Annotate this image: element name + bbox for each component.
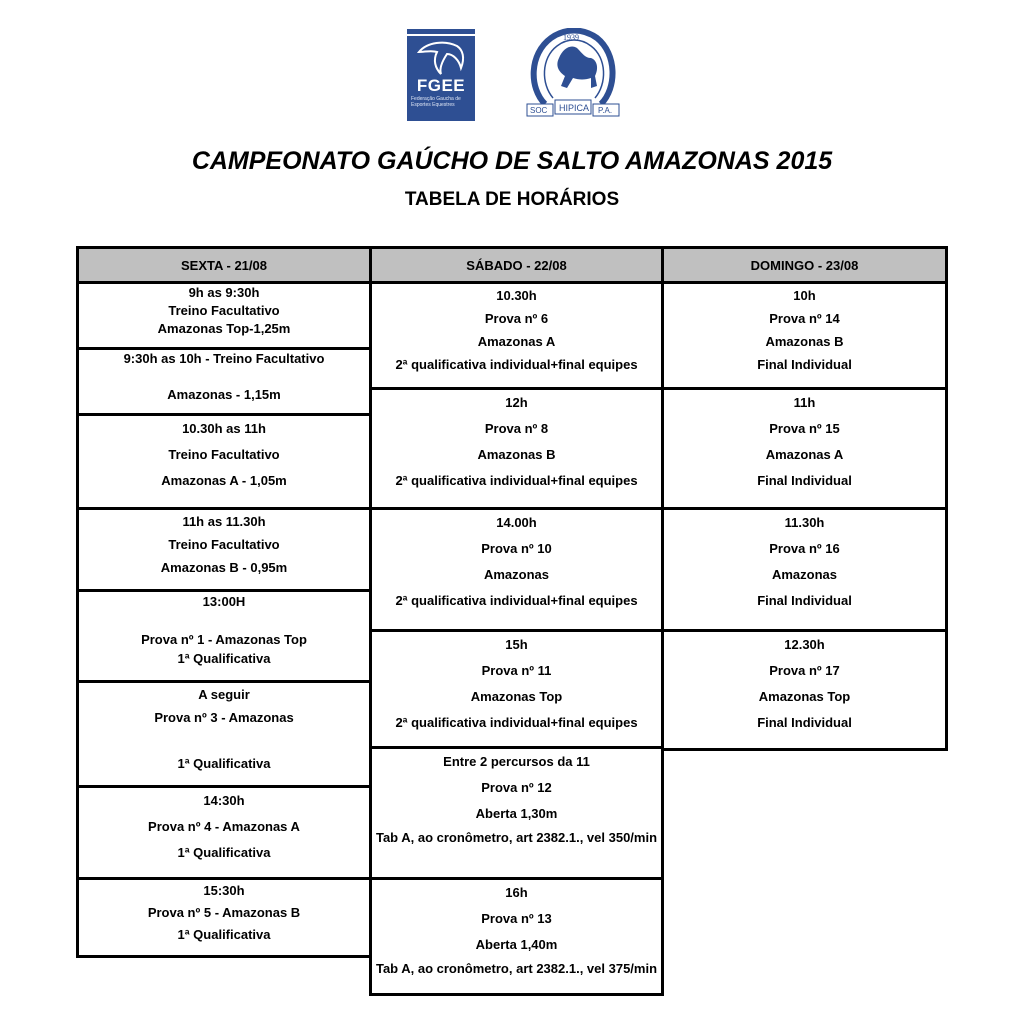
schedule-line: 2ª qualificativa individual+final equipes	[395, 715, 638, 730]
schedule-line: Amazonas B	[477, 447, 556, 462]
schedule-line: 10.30h	[496, 288, 537, 303]
schedule-line: Tab A, ao cronômetro, art 2382.1., vel 350/min	[375, 830, 658, 845]
column-header-domingo: DOMINGO - 23/08	[661, 246, 948, 284]
schedule-line: 12.30h	[784, 637, 825, 652]
schedule-line: 14:30h	[203, 793, 245, 808]
schedule-line: Amazonas Top-1,25m	[157, 321, 291, 336]
schedule-line: Prova nº 17	[769, 663, 840, 678]
schedule-line: Amazonas	[483, 567, 550, 582]
schedule-line: 2ª qualificativa individual+final equipes	[395, 473, 638, 488]
schedule-line: 2ª qualificativa individual+final equipes	[395, 357, 638, 372]
schedule-line: Prova nº 6	[484, 311, 549, 326]
hipica-name: HIPICA	[559, 103, 590, 113]
schedule-line: 1ª Qualificativa	[177, 927, 271, 942]
schedule-cell-sexta	[76, 507, 372, 592]
schedule-line: Prova nº 13	[481, 911, 552, 926]
column-header-sexta: SEXTA - 21/08	[76, 246, 372, 284]
schedule-line: Final Individual	[757, 473, 852, 488]
schedule-line: 1ª Qualificativa	[177, 756, 271, 771]
schedule-line: 15h	[505, 637, 528, 652]
schedule-line: Treino Facultativo	[168, 447, 280, 462]
schedule-line: Aberta 1,40m	[475, 937, 558, 952]
schedule-cell-domingo	[661, 629, 948, 751]
document-subtitle: TABELA DE HORÁRIOS	[404, 189, 620, 210]
schedule-line: Tab A, ao cronômetro, art 2382.1., vel 375/min	[375, 961, 658, 976]
schedule-line: Prova nº 14	[769, 311, 840, 326]
schedule-line: Amazonas A - 1,05m	[161, 473, 287, 488]
schedule-line: 13:00H	[202, 594, 246, 609]
schedule-line: Prova nº 5 - Amazonas B	[147, 905, 301, 920]
schedule-line: Prova nº 12	[481, 780, 552, 795]
schedule-line: Aberta 1,30m	[475, 806, 558, 821]
hipica-year: 1939	[563, 33, 579, 42]
schedule-line: 16h	[505, 885, 528, 900]
fgee-subtitle: Federação Gaucha de Esportes Equestres	[411, 96, 461, 108]
schedule-line: Prova nº 10	[481, 541, 552, 556]
schedule-line: Amazonas - 1,15m	[167, 387, 281, 402]
document-title: CAMPEONATO GAÚCHO DE SALTO AMAZONAS 2015	[191, 147, 833, 175]
schedule-line: Prova nº 3 - Amazonas	[154, 710, 294, 725]
schedule-line: Prova nº 8	[484, 421, 549, 436]
schedule-line: Amazonas B - 0,95m	[160, 560, 288, 575]
schedule-line: 15:30h	[203, 883, 245, 898]
schedule-line	[79, 729, 369, 752]
schedule-line: Amazonas A	[765, 447, 844, 462]
schedule-line: 10.30h as 11h	[182, 421, 266, 436]
schedule-line: Final Individual	[757, 357, 852, 372]
schedule-line: Amazonas Top	[470, 689, 563, 704]
schedule-line: Entre 2 percursos da 11	[443, 754, 590, 769]
schedule-line: Amazonas B	[765, 334, 844, 349]
schedule-line: Amazonas A	[477, 334, 556, 349]
schedule-line: 11h as 11.30h	[182, 514, 266, 529]
schedule-cell-sabado	[369, 281, 664, 390]
horse-head-icon	[413, 38, 469, 76]
hipica-soc: SOC	[530, 106, 548, 115]
schedule-cell-sexta	[76, 785, 372, 880]
schedule-line: 2ª qualificativa individual+final equipes	[395, 593, 638, 608]
schedule-cell-sexta	[76, 589, 372, 683]
schedule-line	[79, 368, 369, 386]
schedule-cell-domingo	[661, 507, 948, 632]
schedule-line: 1ª Qualificativa	[177, 651, 271, 666]
schedule-line: 14.00h	[496, 515, 537, 530]
schedule-line: 9h as 9:30h	[188, 285, 260, 300]
schedule-cell-sexta	[76, 680, 372, 788]
fgee-abbreviation: FGEE	[416, 76, 466, 95]
schedule-cell-sabado	[369, 387, 664, 510]
schedule-line: Prova nº 11	[481, 663, 552, 678]
schedule-line: Amazonas	[771, 567, 838, 582]
fgee-logo	[407, 29, 475, 121]
schedule-cell-sexta	[76, 347, 372, 416]
schedule-line: Prova nº 4 - Amazonas A	[148, 819, 300, 834]
schedule-line: Prova nº 15	[769, 421, 840, 436]
schedule-line: 1ª Qualificativa	[177, 845, 271, 860]
schedule-cell-sabado	[369, 877, 664, 996]
schedule-line: Prova nº 1 - Amazonas Top	[141, 632, 307, 647]
schedule-line: 10h	[793, 288, 816, 303]
schedule-line: 9:30h as 10h - Treino Facultativo	[123, 351, 325, 366]
column-header-sabado: SÁBADO - 22/08	[369, 246, 664, 284]
schedule-line: 11.30h	[784, 515, 825, 530]
schedule-line: Treino Facultativo	[168, 303, 280, 318]
schedule-line: 11h	[793, 395, 816, 410]
schedule-cell-sabado	[369, 507, 664, 632]
schedule-cell-sexta	[76, 281, 372, 350]
schedule-cell-sexta	[76, 877, 372, 958]
schedule-cell-domingo	[661, 387, 948, 510]
schedule-line: Final Individual	[757, 715, 852, 730]
schedule-line: Treino Facultativo	[168, 537, 280, 552]
schedule-line: A seguir	[198, 687, 250, 702]
schedule-line: 12h	[505, 395, 528, 410]
schedule-line: Prova nº 16	[769, 541, 840, 556]
schedule-line: Final Individual	[757, 593, 852, 608]
schedule-line: Amazonas Top	[758, 689, 851, 704]
schedule-cell-domingo	[661, 281, 948, 390]
schedule-cell-sexta	[76, 413, 372, 510]
hipica-pa: P.A.	[598, 106, 613, 115]
schedule-line	[79, 611, 369, 630]
schedule-cell-sabado	[369, 629, 664, 749]
schedule-cell-sabado	[369, 746, 664, 880]
sociedade-hipica-logo	[525, 28, 621, 120]
